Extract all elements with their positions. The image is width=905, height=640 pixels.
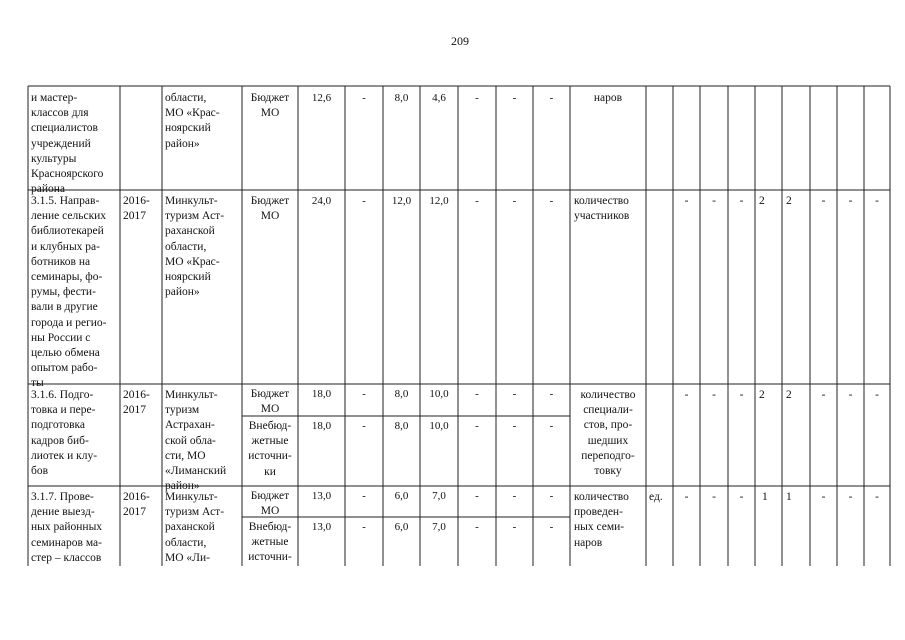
row0-funding0-2017: 8,0 [394, 92, 409, 104]
row2-funding1-2020: - [512, 420, 517, 432]
row2-funding0-2021: - [549, 388, 554, 400]
row1-name: 3.1.5. Направ- ление сельских библиотекарей и клубных ра- ботников на семинары, фо- румы, фести- вали в другие города и регио- ны России с целью обмена опытом рабо- ты [31, 195, 107, 390]
row1-funding0-total: 24,0 [311, 195, 332, 207]
row2-name: 3.1.6. Подго- товка и пере- подготовка кадров биб- лиотек и клу- бов [31, 389, 98, 478]
row2-funding1-total: 18,0 [311, 420, 332, 432]
row3-funding0-2021: - [549, 490, 554, 502]
row2-funding0-2020: - [512, 388, 517, 400]
row3-funding1-2020: - [512, 521, 517, 533]
row3-name: 3.1.7. Прове- дение выезд- ных районных семинаров ма- стер – классов [31, 491, 103, 564]
row3-value-7: - [875, 491, 879, 503]
row0-funding0-2016: - [362, 92, 366, 104]
row2-value-6: - [848, 389, 853, 401]
row3-indicator: количество проведен- ных семи- наров [574, 491, 629, 549]
row0-funding0-2021: - [549, 92, 554, 104]
row0-funding0-2018: 4,6 [432, 92, 446, 104]
row2-funding0-total: 18,0 [311, 388, 332, 400]
row2-funding1-2019: - [475, 420, 479, 432]
row2-funding1-2017: 8,0 [394, 420, 409, 432]
row2-value-0: - [684, 389, 689, 401]
row1-value-7: - [875, 195, 879, 207]
row3-funding1-2016: - [362, 521, 366, 533]
row3-funding1-2021: - [549, 521, 554, 533]
row1-period: 2016- 2017 [123, 195, 150, 223]
row0-funding0-total: 12,6 [311, 92, 332, 104]
row3-funding0-2017: 6,0 [394, 490, 409, 502]
row3-funding1-2017: 6,0 [394, 521, 409, 533]
row3-funding1-2018: 7,0 [432, 521, 446, 533]
row0-funding0-2019: - [475, 92, 479, 104]
row3-unit: ед. [649, 491, 663, 503]
row0-name: и мастер- классов для специалистов учреждений культуры Красноярского района [31, 92, 104, 196]
row1-funding0-2018: 12,0 [429, 195, 449, 207]
row3-funding0-source: Бюджет МО [250, 490, 290, 518]
row3-funding0-2016: - [362, 490, 366, 502]
row2-value-7: - [875, 389, 879, 401]
row1-funding0-2021: - [549, 195, 554, 207]
row1-value-2: - [739, 195, 744, 207]
row0-funding0-source: Бюджет МО [250, 92, 290, 120]
row3-funding1-source: Внебюд- жетные источни- [248, 521, 292, 564]
row3-value-4: 1 [786, 491, 792, 503]
row2-funding0-source: Бюджет МО [250, 388, 290, 416]
row2-value-2: - [739, 389, 744, 401]
row2-funding0-2017: 8,0 [394, 388, 409, 400]
row1-funding0-2017: 12,0 [391, 195, 412, 207]
row1-funding0-2020: - [512, 195, 517, 207]
row2-executor: Минкульт- туризм Астрахан- ской обла- сти, МО «Лиманский район» [165, 389, 227, 493]
row1-value-3: 2 [759, 195, 765, 207]
row1-value-0: - [684, 195, 689, 207]
row2-value-5: - [821, 389, 826, 401]
row3-funding0-2018: 7,0 [432, 490, 446, 502]
row2-funding1-source: Внебюд- жетные источни- ки [248, 420, 292, 478]
row1-value-5: - [821, 195, 826, 207]
row3-value-0: - [684, 491, 689, 503]
row2-value-4: 2 [786, 389, 792, 401]
row1-funding0-2019: - [475, 195, 479, 207]
row2-indicator: количество специали- стов, про- шедших переподго- товку [580, 389, 636, 478]
row1-indicator: количество участников [574, 195, 630, 223]
row2-funding0-2019: - [475, 388, 479, 400]
row2-value-1: - [712, 389, 716, 401]
row2-funding1-2018: 10,0 [429, 420, 449, 432]
row3-funding0-2020: - [512, 490, 517, 502]
row2-period: 2016- 2017 [123, 389, 150, 417]
row1-executor: Минкульт- туризм Аст- раханской области, МО «Крас- ноярский район» [165, 195, 225, 299]
row0-indicator: наров [593, 92, 623, 104]
row3-period: 2016- 2017 [123, 491, 150, 519]
row1-value-1: - [712, 195, 716, 207]
row1-value-6: - [848, 195, 853, 207]
row1-funding0-2016: - [362, 195, 366, 207]
row0-funding0-2020: - [512, 92, 517, 104]
row1-value-4: 2 [786, 195, 792, 207]
row2-funding1-2021: - [549, 420, 554, 432]
row0-executor: области, МО «Крас- ноярский район» [165, 92, 220, 150]
row1-funding0-source: Бюджет МО [250, 195, 290, 223]
row3-executor: Минкульт- туризм Аст- раханской области, МО «Ли- [165, 491, 225, 564]
row2-funding0-2016: - [362, 388, 366, 400]
row3-funding1-total: 13,0 [311, 521, 332, 533]
row3-value-3: 1 [762, 491, 768, 503]
row3-funding1-2019: - [475, 521, 479, 533]
row2-funding1-2016: - [362, 420, 366, 432]
row3-funding0-2019: - [475, 490, 479, 502]
page-number: 209 [451, 34, 469, 48]
row3-value-5: - [821, 491, 826, 503]
row3-value-2: - [739, 491, 744, 503]
row2-funding0-2018: 10,0 [429, 388, 449, 400]
row3-value-6: - [848, 491, 853, 503]
row3-value-1: - [712, 491, 716, 503]
row2-value-3: 2 [759, 389, 765, 401]
row3-funding0-total: 13,0 [311, 490, 332, 502]
